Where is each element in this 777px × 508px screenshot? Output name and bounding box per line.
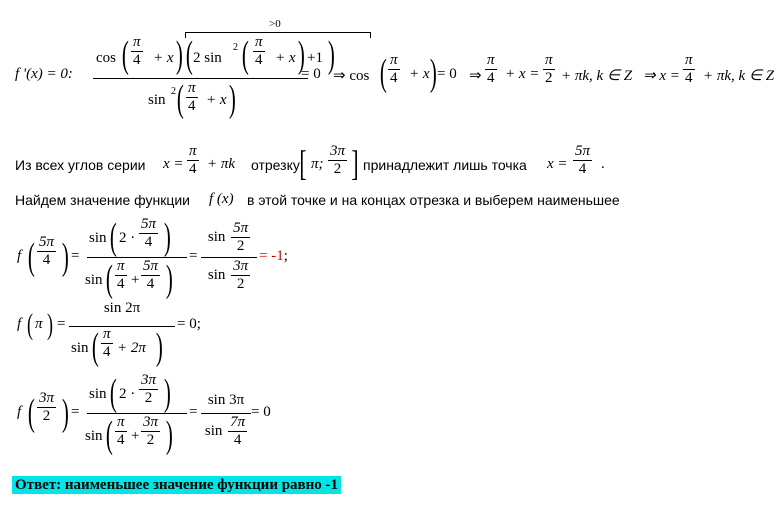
eq1-simplified: sin $\frac{5\pi}{2}$ sin $\frac{3\pi}{2}$ xyxy=(201,220,257,298)
value-at-3pi-over-2: f ( $\frac{3\pi}{2}$ ) = sin ( 2 · $\frac{3\pi}{2}$ ) sin ( $\frac{\pi}{4}$ + $\frac{3\pi}{2}$ ) = sin 3π sin $\frac{7\pi}{4}$ = 0 xyxy=(17,372,271,456)
value-at-pi: f ( π ) = sin 2π sin ( $\frac{\pi}{4}$ + 2π ) = 0; xyxy=(17,300,201,368)
series-sentence: Из всех углов серии x = $\frac{\pi}{4}$ + πk отрезку [ π; $\frac{3\pi}{2}$ ] принадлежит лишь точка x = $\frac{5\pi}{4}$ . xyxy=(15,143,605,183)
eq1-denominator: sin ( $\frac{\pi}{4}$ + $\frac{5\pi}{4}$ ) xyxy=(85,258,173,300)
eq2-denominator: sin ( $\frac{\pi}{4}$ + 2π ) xyxy=(71,326,163,368)
positive-label: >0 xyxy=(269,18,281,30)
value-at-5pi-over-4: f ( $\frac{5\pi}{4}$ ) = sin ( 2 · $\frac{5\pi}{4}$ ) sin ( $\frac{\pi}{4}$ + $\frac{5\pi}{4}$ ) = sin $\frac{5\pi}{2}$ sin $\frac{3\pi}{2}$ = -1; xyxy=(17,216,288,300)
f-prime-zero: f '(x) = 0: xyxy=(15,66,73,82)
eq3-simplified: sin 3π sin $\frac{7\pi}{4}$ xyxy=(201,386,251,454)
fraction-denominator: sin 2 ( $\frac{\pi}{4}$ + x ) xyxy=(148,78,236,120)
answer-line xyxy=(12,476,341,494)
answer-highlight: Ответ: наименьшее значение функции равно -1 xyxy=(12,476,341,494)
positive-overbrace xyxy=(185,32,371,38)
eq3-numerator: sin ( 2 · $\frac{3\pi}{2}$ ) xyxy=(89,372,171,414)
eq1-numerator: sin ( 2 · $\frac{5\pi}{4}$ ) xyxy=(89,216,171,258)
eq3-denominator: sin ( $\frac{\pi}{4}$ + $\frac{3\pi}{2}$ ) xyxy=(85,414,173,456)
min-value-highlight: = -1 xyxy=(259,248,284,264)
fraction-bar xyxy=(93,78,308,79)
instruction-sentence: Найдем значение функции f (x) в этой точке и на концах отрезка и выберем наименьшее xyxy=(15,191,620,208)
